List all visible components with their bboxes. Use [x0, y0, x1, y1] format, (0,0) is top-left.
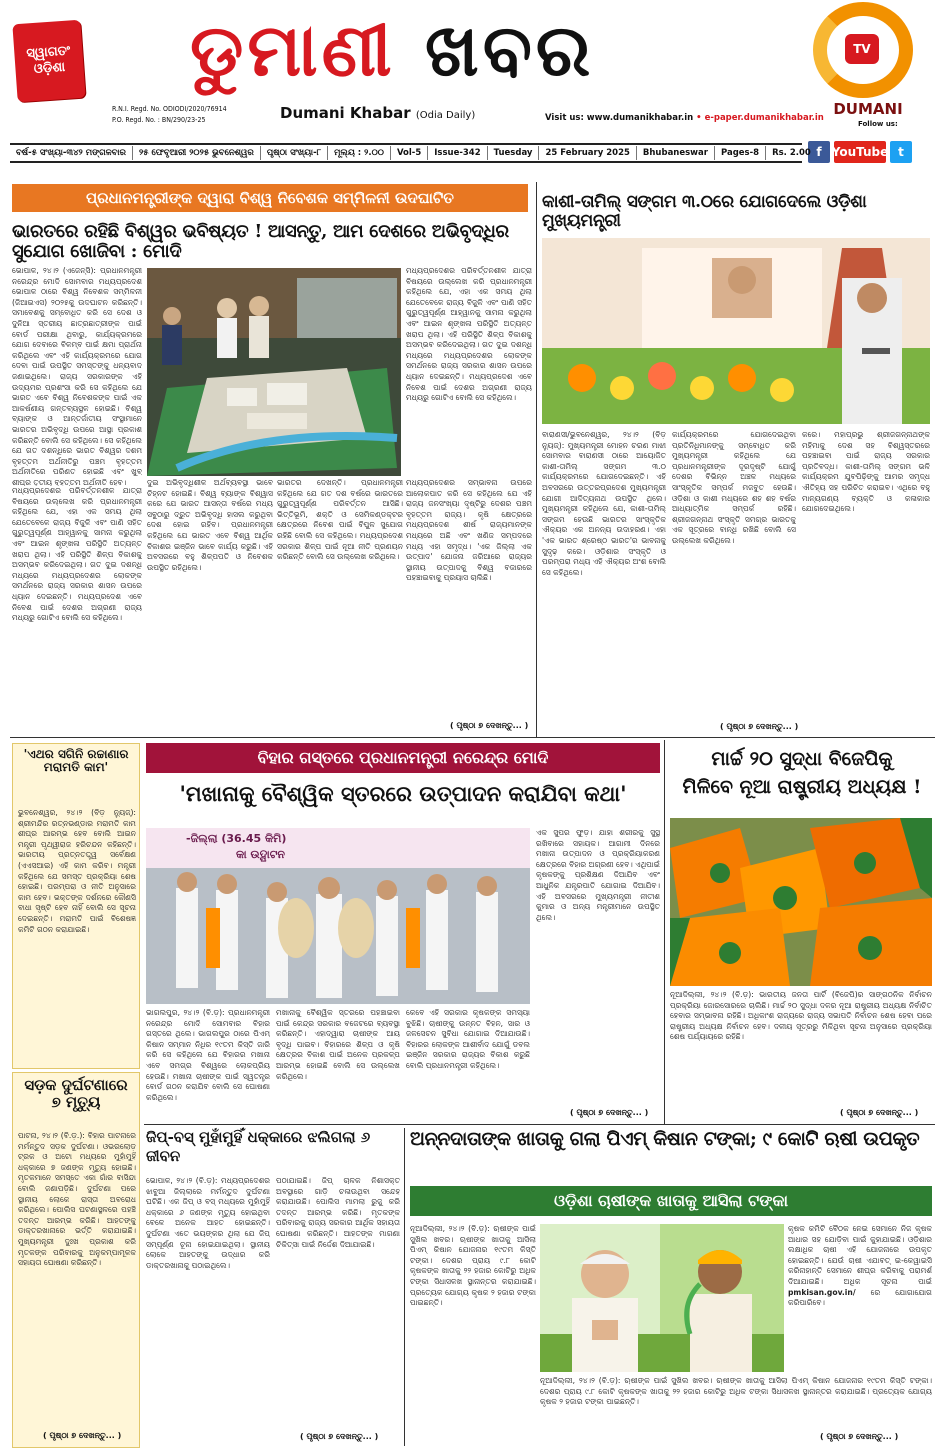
rni-number: R.N.I. Regd. No. ODIODI/2020/76914 — [112, 105, 227, 113]
side1-title[interactable]: 'ଏଥର ସଗିନି ରଚ୍ଚାଣାର ମରାମତି କାମ' — [23, 747, 129, 775]
story6-col2 — [788, 1224, 932, 1374]
story1-headline[interactable]: ଭାରତରେ ରହିଛି ବିଶ୍ୱର ଭବିଷ୍ୟତ ! ଆସନ୍ତୁ, ଆମ ଦେଶରେ ଅଭିବୃଦ୍ଧିର ସୁଯୋଗ ଖୋଜିବା : ମୋଦି — [12, 221, 509, 262]
side2-body: ପାଟନା, ୨୪।୨ (ବି.ଡ଼.): ବିହାର ପାଟନାରେ ମର୍ମନ୍ତୁଦ ସଡ଼କ ଦୁର୍ଘଟଣା। ଓଭରଲୋଡ଼ ଟ୍ରକ ଓ ଅଟୋ ମଧ୍ୟରେ ମୁହାଁମୁହିଁ ଧକ୍କାରେ ୭ ଜଣଙ୍କ ମୃତ୍ୟୁ ହୋଇଛି। ମୃତକମାନେ ସମସ୍ତେ ଏକା ଗାଁର ବାସିନ୍ଦା ବୋଲି ଜଣାପଡ଼ିଛି। ଦୁର୍ଘଟଣା ପରେ ସ୍ଥାନୀୟ ଲୋକେ ରାସ୍ତା ଅବରୋଧ କରିଥିଲେ। ପୋଲିସ ଘଟଣାସ୍ଥଳରେ ପହଞ୍ଚି ତଦନ୍ତ ଆରମ୍ଭ କରିଛି। ଆହତଙ୍କୁ ଡାକ୍ତରଖାନାରେ ଭର୍ତ୍ତି କରାଯାଇଛି। ମୁଖ୍ୟମନ୍ତ୍ରୀ ଦୁଃଖ ପ୍ରକାଶ କରି ମୃତକଙ୍କ ପରିବାରକୁ ଅନୁକମ୍ପାମୂଳକ ସହାୟତା ଘୋଷଣା କରିଛନ୍ତି। — [18, 1131, 136, 1268]
newspaper-title — [190, 4, 594, 96]
newspaper-subtitle — [280, 104, 475, 122]
website-link[interactable]: Visit us: www.dumanikhabar.in — [545, 113, 694, 123]
side2-title[interactable]: ସଡ଼କ ଦୁର୍ଘଟଣାରେ ୭ ମୃତ୍ୟୁ — [24, 1076, 128, 1111]
facebook-icon[interactable]: f — [808, 141, 830, 163]
story6-headline[interactable]: ଅନ୍ନଦାତାଙ୍କ ଖାତାକୁ ଗଲା ପିଏମ୍ କିଷାନ ଟଙ୍କା; ୯ କୋଟି ଋଷୀ ଉପକୃତ — [410, 1128, 920, 1150]
story3-col4: ଏକ ସୁପର ଫୁଡ଼। ଯାହା ଶରୀରକୁ ସୁସ୍ଥ ରଖିବାରେ ସହାୟକ। ଆଗାମୀ ଦିନରେ ମଖାନା ଉତ୍ପାଦନ ଓ ପ୍ରକ୍ରିୟାକରଣ କ୍ଷେତ୍ରରେ ବିହାର ଅଗ୍ରଣୀ ହେବ। ଏଥିପାଇଁ କୃଷକଙ୍କୁ ପ୍ରଶିକ୍ଷଣ ଦିଆଯିବ ଏବଂ ଆଧୁନିକ ଯନ୍ତ୍ରପାତି ଯୋଗାଇ ଦିଆଯିବ। ଏହି ଅବସରରେ ମୁଖ୍ୟମନ୍ତ୍ରୀ ନୀତୀଶ କୁମାର ଓ ଅନ୍ୟ ମନ୍ତ୍ରୀମାନେ ଉପସ୍ଥିତ ଥିଲେ। — [536, 828, 660, 922]
dateline-item: Rs. 2.00 — [772, 148, 811, 158]
story1-col1: ଭୋପାଳ, ୨୪।୨ (ଏଜେନ୍ସି): ପ୍ରଧାନମନ୍ତ୍ରୀ ନରେନ୍ଦ୍ର ମୋଦି ସୋମବାର ମଧ୍ୟପ୍ରଦେଶ ଭୋପାଳ ଠାରେ ବିଶ୍ୱ ନିବେଶକ ସମ୍ମିଳନୀ (ଜିଆଇଏସ) ୨୦୨୫କୁ ଉଦଘାଟନ କରିଛନ୍ତି। ସମାବେଶକୁ ସମ୍ବୋଧିତ କରି ସେ ଦେଶ ଓ ଦୁନିଆ ସ୍ତରୀୟ ଛାତ୍ରଛାତ୍ରୀଙ୍କ ପାଇଁ ବୋର୍ଡ ପରୀକ୍ଷା ଥିବାରୁ, କାର୍ଯ୍ୟକ୍ରମରେ ଯୋଗ ଦେବାରେ ବିଳମ୍ବ ପାଇଁ କ୍ଷମା ପ୍ରାର୍ଥନା କରିଥିଲେ ଏବଂ ଏହି କାର୍ଯ୍ୟକ୍ରମରେ ଯୋଗ ଦେବା ପାଇଁ ଉପସ୍ଥିତ ସମସ୍ତଙ୍କୁ ଧନ୍ୟବାଦ ଜଣାଇଥିଲେ। ରାଜ୍ୟ ସରକାରଙ୍କ ଏହି ଉଦ୍ୟମର ପ୍ରଶଂସା କରି ସେ କହିଥିଲେ ଯେ ଭାରତ ଏବେ ବିଶ୍ୱ ନିବେଶକଙ୍କ ପାଇଁ ଏକ ଆକର୍ଷଣୀୟ ଗନ୍ତବ୍ୟସ୍ଥଳ ହୋଇଛି। ବିଶ୍ୱ ବ୍ୟାଙ୍କ ଓ ଆନ୍ତର୍ଜାତୀୟ ସଂସ୍ଥାମାନେ ଭାରତର ଅଭିବୃଦ୍ଧି ଉପରେ ଆସ୍ଥା ପ୍ରକାଶ କରିଛନ୍ତି ବୋଲି ସେ କହିଥିଲେ। ସେ କହିଥିଲେ ଯେ ଗତ ଦଶନ୍ଧିରେ ଭାରତ ବିଶ୍ୱର ଦଶମ ବୃହତ୍ତମ ଅର୍ଥନୀତିରୁ ପଞ୍ଚମ ବୃହତ୍ତମ ଅର୍ଥନୀତିରେ ପରିଣତ ହୋଇଛି ଏବଂ ଖୁବ୍ ଶୀଘ୍ର ତୃତୀୟ ବୃହତ୍ତମ ଅର୍ଥନୀତି ହେବ। — [12, 266, 142, 486]
story6-col2-text: କୃଷକ କମିଟି ବୈଠକ ନେଇ ସେମାନେ ନିଜ କୃଷକ ଆଧାର ସହ ଯୋଡ଼ିବା ପାଇଁ କୁହାଯାଇଛି। ଓଡ଼ିଶାର ଲକ୍ଷାଧିକ ଚାଷୀ ଏହି ଯୋଜନାରେ ଉପକୃତ ହୋଇଛନ୍ତି। ଯେଉଁ ଚାଷୀ ଏଯାବତ୍ ଇ-କେୱାଇସି କରିନାହାନ୍ତି ସେମାନେ ଶୀଘ୍ର କରିବାକୁ ପରାମର୍ଶ ଦିଆଯାଇଛି। ଅଧିକ ସୂଚନା ପାଇଁ — [788, 1224, 932, 1286]
epaper-link[interactable]: e-paper.dumanikhabar.in — [704, 113, 824, 123]
story1-continued[interactable]: ( ପୃଷ୍ଠା ୭ ଦେଖନ୍ତୁ... ) — [450, 721, 529, 730]
logo-name: DUMANI — [833, 100, 903, 118]
story2-col1: ବାରାଣସୀ/ଭୁବନେଶ୍ୱର, ୨୪।୨ (ବିଡ଼ ନ୍ୟୁଜ୍): ମୁଖ୍ୟମନ୍ତ୍ରୀ ମୋହନ ଚରଣ ମାଝୀ ସୋମବାର ବାରାଣସୀ ଠାରେ ଆୟୋଜିତ କାଶୀ-ତାମିଲ୍ ସଙ୍ଗମ ୩.୦ କାର୍ଯ୍ୟକ୍ରମରେ ଯୋଗଦେଇଛନ୍ତି। ଏହି ଅବସରରେ ଉତ୍ତରପ୍ରଦେଶ ମୁଖ୍ୟମନ୍ତ୍ରୀ ଯୋଗୀ ଆଦିତ୍ୟନାଥ ଉପସ୍ଥିତ ଥିଲେ। ମୁଖ୍ୟମନ୍ତ୍ରୀ କହିଥିଲେ ଯେ, କାଶୀ-ତାମିଲ୍ ସଙ୍ଗମ ହେଉଛି ଭାରତର ସାଂସ୍କୃତିକ ଐକ୍ୟର ଏକ ଅନନ୍ୟ ଉଦାହରଣ। ଏହା 'ଏକ ଭାରତ ଶ୍ରେଷ୍ଠ ଭାରତ'ର ଭାବନାକୁ ସୁଦୃଢ଼ କରେ। ଓଡ଼ିଶାର ସଂସ୍କୃତି ଓ ପରମ୍ପରା ମଧ୍ୟ ଏହି ଐକ୍ୟର ଅଂଶ ବୋଲି ସେ କହିଥିଲେ। — [542, 430, 666, 577]
sidebar-box-1 — [12, 743, 140, 1069]
section-rule — [144, 1124, 935, 1125]
dateline-item: 25 February 2025 — [539, 146, 636, 160]
story1-col2: ମଧ୍ୟପ୍ରଦେଶର ପରିବର୍ତ୍ତନଶୀଳ ଯାତ୍ରା ବିଷୟରେ ଉଲ୍ଲେଖ କରି ପ୍ରଧାନମନ୍ତ୍ରୀ କହିଥିଲେ ଯେ, ଏହା ଏକ ସମୟ ଥିଲା ଯେତେବେଳେ ରାଜ୍ୟ ବିଜୁଳି ଏବଂ ପାଣି ସହିତ ଗୁରୁତ୍ୱପୂର୍ଣ୍ଣ ଆହ୍ୱାନକୁ ସାମନା କରୁଥିଲା ଏବଂ ଆଇନ ଶୃଙ୍ଖଳା ପରିସ୍ଥିତି ଅତ୍ୟନ୍ତ ଖରାପ ଥିଲା। ଏହି ପରିସ୍ଥିତି ଶିଳ୍ପ ବିକାଶକୁ ଅସମ୍ଭବ କରିଦେଇଥିଲା। ଗତ ଦୁଇ ଦଶନ୍ଧି ମଧ୍ୟରେ ମଧ୍ୟପ୍ରଦେଶର ଲୋକଙ୍କ ସମର୍ଥନରେ ରାଜ୍ୟ ସରକାର ଶାସନ ଉପରେ ଧ୍ୟାନ ଦେଇଛନ୍ତି। ମଧ୍ୟପ୍ରଦେଶ ଏବେ ନିବେଶ ପାଇଁ ଦେଶର ଅଗ୍ରଣୀ ରାଜ୍ୟ ମଧ୍ୟରୁ ଗୋଟିଏ ବୋଲି ସେ କହିଥିଲେ। — [406, 266, 532, 403]
welcome-line-1: ସ୍ୱାଗତଂ — [25, 43, 71, 62]
story1-kicker: ପ୍ରଧାନମନ୍ତ୍ରୀଙ୍କ ଦ୍ୱାରା ବିଶ୍ୱ ନିବେଶକ ସମ୍ମିଳନୀ ଉଦଘାଟିତ — [12, 184, 528, 212]
youtube-icon[interactable]: YouTube — [834, 141, 886, 163]
story4-body: ନୂଆଦିଲ୍ଲୀ, ୨୪।୨ (ବି.ଡ଼): ଭାରତୀୟ ଜନତା ପାର୍ଟି (ବିଜେପି)ର ସାଙ୍ଗଠନିକ ନିର୍ବାଚନ ପ୍ରକ୍ରିୟା ଜୋରସୋରରେ ଚାଲିଛି। ମାର୍ଚ୍ଚ ୨୦ ସୁଦ୍ଧା ଦଳର ନୂଆ ରାଷ୍ଟ୍ରୀୟ ଅଧ୍ୟକ୍ଷ ନିର୍ବାଚିତ ହେବାର ସମ୍ଭାବନା ରହିଛି। ଅଧିକାଂଶ ରାଜ୍ୟରେ ରାଜ୍ୟ ସଭାପତି ନିର୍ବାଚନ ଶେଷ ହେବା ପରେ ରାଷ୍ଟ୍ରୀୟ ଅଧ୍ୟକ୍ଷ ନିର୍ବାଚନ ହେବ। ଦଳୀୟ ସୂତ୍ରରୁ ମିଳିଥିବା ସୂଚନା ଅନୁସାରେ ପ୍ରକ୍ରିୟା ଶେଷ ପର୍ଯ୍ୟାୟରେ ରହିଛି। — [670, 990, 932, 1042]
dateline-item: ୨୫ ଫେବୃଆରୀ ୨୦୨୫ ଭୁବନେଶ୍ୱର — [133, 146, 261, 160]
story3-headline[interactable]: 'ମଖାନାକୁ ବୈଶ୍ୱିକ ସ୍ତରରେ ଉତ୍ପାଦନ କରାଯିବା କଥା' — [179, 781, 627, 806]
story6-photo — [540, 1224, 784, 1372]
story5-col2: ପଠାଯାଇଛି। ଜିପ୍ ଚାଳକ ନିଶାସକ୍ତ ଅବସ୍ଥାରେ ଗାଡ଼ି ଚଳାଉଥିବା ସନ୍ଦେହ କରାଯାଉଛି। ପୋଲିସ ମାମଲା ରୁଜୁ କରି ତଦନ୍ତ ଆରମ୍ଭ କରିଛି। ମୃତକଙ୍କ ପରିବାରକୁ ରାଜ୍ୟ ସରକାର ଆର୍ଥିକ ସହାୟତା ଘୋଷଣା କରିଛନ୍ତି। ଆହତଙ୍କ ମାଗଣା ଚିକିତ୍ସା ପାଇଁ ନିର୍ଦ୍ଦେଶ ଦିଆଯାଇଛି। — [276, 1176, 400, 1249]
title-part-1: ଡୁମାଣୀ — [190, 7, 396, 92]
bjp-flags-illustration — [670, 818, 932, 986]
story1-col4: ଭାରତର ଦେଖନ୍ତି। ପ୍ରଧାନମନ୍ତ୍ରୀ କହିଥିଲେ ଯେ ଗତ ଦଶ ବର୍ଷରେ ଭାରତରେ ଗୁରୁତ୍ୱପୂର୍ଣ୍ଣ ପରିବର୍ତ୍ତନ ଆସିଛି। ଭିତ୍ତିଭୂମି, ଶକ୍ତି ଓ ସେମିକଣ୍ଡକ୍ଟର କ୍ଷେତ୍ରରେ ନିବେଶ ପାଇଁ ବିପୁଳ ସୁଯୋଗ ରହିଛି ବୋଲି ସେ କହିଥିଲେ। ମଧ୍ୟପ୍ରଦେଶ ସରକାର ଶିଳ୍ପ ପାଇଁ ନୂଆ ନୀତି ପ୍ରଣୟନ କରିଛନ୍ତି ବୋଲି ସେ ଉଲ୍ଲେଖ କରିଥିଲେ। — [277, 478, 403, 562]
story2-col2: କାର୍ଯ୍ୟକ୍ରମରେ ଯୋଗଦେଇଥିବା ପ୍ରତିନିଧିମାନଙ୍କୁ ସମ୍ବୋଧିତ କରି ମୁଖ୍ୟମନ୍ତ୍ରୀ କହିଥିଲେ ଯେ ପ୍ରଧାନମନ୍ତ୍ରୀଙ୍କ ଦୂରଦୃଷ୍ଟି ଯୋଗୁଁ ଦେଶର ବିଭିନ୍ନ ଅଞ୍ଚଳ ମଧ୍ୟରେ ସାଂସ୍କୃତିକ ସମ୍ପର୍କ ମଜବୁତ ହେଉଛି। ଓଡ଼ିଶା ଓ କାଶୀ ମଧ୍ୟରେ ଶହ ଶହ ବର୍ଷର ଆଧ୍ୟାତ୍ମିକ ସମ୍ପର୍କ ରହିଛି। ଶ୍ରୀଜଗନ୍ନାଥ ସଂସ୍କୃତି ସମଗ୍ର ଭାରତକୁ ଏକ ସୂତ୍ରରେ ବାନ୍ଧି ରଖିଛି ବୋଲି ସେ ଉଲ୍ଲେଖ କରିଥିଲେ। — [672, 430, 796, 545]
follow-label: Follow us: — [858, 120, 898, 128]
story3-continued[interactable]: ( ପୃଷ୍ଠା ୭ ଦେଖନ୍ତୁ... ) — [570, 1108, 649, 1117]
story2-col3: କରେ। ମହାପ୍ରଭୁ ଶ୍ରୀଜଗନ୍ନାଥଙ୍କ ମହିମାକୁ ଦେଶ ସହ ବିଶ୍ୱସ୍ତରରେ ପହଞ୍ଚାଇବା ପାଇଁ ରାଜ୍ୟ ସରକାର ପ୍ରତିବଦ୍ଧ। କାଶୀ-ତାମିଲ୍ ସଙ୍ଗମ ଭଳି କାର୍ଯ୍ୟକ୍ରମ ଯୁବପିଢ଼ିଙ୍କୁ ଆମର ସମୃଦ୍ଧ ଐତିହ୍ୟ ସହ ପରିଚିତ କରାଇବ। ଏଥିରେ ବହୁ ମାନ୍ୟଗଣ୍ୟ ବ୍ୟକ୍ତି ଓ କଳାକାର ଯୋଗଦେଇଥିଲେ। — [802, 430, 930, 514]
story1-photo — [147, 268, 401, 476]
story3-col2: ମଖାନାକୁ ବୈଶ୍ୱିକ ସ୍ତରରେ ପହଞ୍ଚାଇବା ପାଇଁ କେନ୍ଦ୍ର ସରକାର ବଜେଟରେ ବ୍ୟବସ୍ଥା କରିଛନ୍ତି। ଏହାଦ୍ୱାରା ଚାଷୀଙ୍କ ଆୟ ବୃଦ୍ଧି ପାଇବ। ବିହାରରେ ଶିଳ୍ପ ଓ କୃଷି କ୍ଷେତ୍ରର ବିକାଶ ପାଇଁ ଅନେକ ପ୍ରକଳ୍ପ ଆରମ୍ଭ ହୋଇଛି ବୋଲି ସେ ଉଲ୍ଲେଖ କରିଥିଲେ। — [276, 1008, 400, 1081]
social-icons — [808, 141, 912, 163]
story6-col3: ନୂଆଦିଲ୍ଲୀ, ୨୪।୨ (ବି.ଡ଼): ଋଷୀଙ୍କ ପାଇଁ ସୁଖିଲ ଖବର। ଋଷୀଙ୍କ ଖାତାକୁ ଆସିଲା ପିଏମ୍ କିଷାନ ଯୋଜନାର ୧୯ତମ କିସ୍ତି ଟଙ୍କା। ଦେଶର ପ୍ରାୟ ୯.୮ କୋଟି କୃଷକଙ୍କ ଖାତାକୁ ୨୨ ହଜାର କୋଟିରୁ ଅଧିକ ଟଙ୍କା ସିଧାସଳଖ ସ୍ଥାନାନ୍ତର କରାଯାଇଛି। ପ୍ରତ୍ୟେକ ଯୋଗ୍ୟ କୃଷକ ୨ ହଜାର ଟଙ୍କା ପାଇଛନ୍ତି। — [540, 1376, 932, 1407]
story6-continued[interactable]: ( ପୃଷ୍ଠା ୭ ଦେଖନ୍ତୁ... ) — [820, 1432, 899, 1441]
story3-kicker: ବିହାର ଗସ୍ତରେ ପ୍ରଧାନମନ୍ତ୍ରୀ ନରେନ୍ଦ୍ର ମୋଦି — [146, 743, 660, 773]
dateline-item: ବର୍ଷ-୫ ସଂଖ୍ୟା-୩୪୨ ମଙ୍ଗଳବାର — [10, 146, 133, 160]
story5-col1: ଭୋପାଳ, ୨୪।୨ (ବି.ଡ଼): ମଧ୍ୟପ୍ରଦେଶର ଝାବୁଆ ଜିଲ୍ଲାରେ ମର୍ମନ୍ତୁଦ ଦୁର୍ଘଟଣା ଘଟିଛି। ଏକ ଜିପ୍ ଓ ବସ୍ ମଧ୍ୟରେ ମୁହାଁମୁହିଁ ଧକ୍କାରେ ୬ ଜଣଙ୍କ ମୃତ୍ୟୁ ହୋଇଥିବା ବେଳେ ଅନେକ ଆହତ ହୋଇଛନ୍ତି। ଦୁର୍ଘଟଣା ଏତେ ଭୟଙ୍କର ଥିଲା ଯେ ଜିପ୍ ସମ୍ପୂର୍ଣ୍ଣ ଚୂନା ହୋଇଯାଇଥିଲା। ସ୍ଥାନୀୟ ଲୋକେ ଆହତଙ୍କୁ ଉଦ୍ଧାର କରି ଡାକ୍ତରଖାନାକୁ ପଠାଇଥିଲେ। — [146, 1176, 270, 1270]
story4-headline[interactable] — [670, 746, 934, 801]
story4-continued[interactable]: ( ପୃଷ୍ଠା ୭ ଦେଖନ୍ତୁ... ) — [840, 1108, 919, 1117]
sidebar-box-2 — [12, 1072, 140, 1448]
story1-col1b: ମଧ୍ୟପ୍ରଦେଶର ପରିବର୍ତ୍ତନଶୀଳ ଯାତ୍ରା ବିଷୟରେ ଉଲ୍ଲେଖ କରି ପ୍ରଧାନମନ୍ତ୍ରୀ କହିଥିଲେ ଯେ, ଏହା ଏକ ସମୟ ଥିଲା ଯେତେବେଳେ ରାଜ୍ୟ ବିଜୁଳି ଏବଂ ପାଣି ସହିତ ଗୁରୁତ୍ୱପୂର୍ଣ୍ଣ ଆହ୍ୱାନକୁ ସାମନା କରୁଥିଲା ଏବଂ ଆଇନ ଶୃଙ୍ଖଳା ପରିସ୍ଥିତି ଅତ୍ୟନ୍ତ ଖରାପ ଥିଲା। ଏହି ପରିସ୍ଥିତି ଶିଳ୍ପ ବିକାଶକୁ ଅସମ୍ଭବ କରିଦେଇଥିଲା। ଗତ ଦୁଇ ଦଶନ୍ଧି ମଧ୍ୟରେ ମଧ୍ୟପ୍ରଦେଶର ଲୋକଙ୍କ ସମର୍ଥନରେ ରାଜ୍ୟ ସରକାର ଶାସନ ଉପରେ ଧ୍ୟାନ ଦେଇଛନ୍ତି। ମଧ୍ୟପ୍ରଦେଶ ଏବେ ନିବେଶ ପାଇଁ ଦେଶର ଅଗ୍ରଣୀ ରାଜ୍ୟ ମଧ୍ୟରୁ ଗୋଟିଏ ବୋଲି ସେ କହିଥିଲେ। — [12, 486, 142, 623]
story6-kicker: ଓଡ଼ିଶା ଚାଷୀଙ୍କ ଖାତାକୁ ଆସିଲା ଟଙ୍କା — [410, 1186, 932, 1216]
twitter-icon[interactable]: t — [890, 141, 912, 163]
logo-tv-mark: TV — [845, 34, 879, 64]
visit-links: Visit us: www.dumanikhabar.in • e-paper.dumanikhabar.in — [545, 113, 824, 123]
bihar-rally-illustration — [146, 828, 530, 1004]
story3-photo — [146, 828, 530, 1004]
dateline-bar — [10, 143, 811, 163]
section-rule — [10, 737, 935, 738]
dateline-item: Pages-8 — [715, 146, 766, 160]
masthead — [0, 0, 945, 140]
story4-photo — [670, 818, 932, 986]
dateline-item: ମୂଲ୍ୟ : ୨.୦୦ — [328, 146, 391, 160]
dateline-item: Tuesday — [488, 146, 540, 160]
title-part-2: ଖବର — [424, 7, 595, 92]
welcome-line-2: ଓଡ଼ିଶା — [33, 59, 66, 78]
story1-col3: ଦୁଇ ଅଭିବୃଦ୍ଧିଶୀଳ ଅର୍ଥବ୍ୟବସ୍ଥା ଭାବେ ଚିହ୍ନଟ ହୋଇଛି। ବିଶ୍ୱ ବ୍ୟାଙ୍କ ବିଶ୍ୱାସ କରେ ଯେ ଭାରତ ଆସନ୍ତା ବର୍ଷରେ ମଧ୍ୟ ସବୁଠାରୁ ଦ୍ରୁତ ଅଭିବୃଦ୍ଧି ହାସଲ କରୁଥିବା ଦେଶ ହୋଇ ରହିବ। ପ୍ରଧାନମନ୍ତ୍ରୀ କହିଥିଲେ ଯେ ଭାରତ ଏବେ ବିଶ୍ୱ ଆର୍ଥିକ ବିକାଶର ଇଞ୍ଜିନ ଭାବେ କାର୍ଯ୍ୟ କରୁଛି। ଏହି ଅବସରରେ ବହୁ ଶିଳ୍ପପତି ଓ ନିବେଶକ ଉପସ୍ଥିତ ରହିଥିଲେ। — [147, 478, 273, 572]
story6-col1: ନୂଆଦିଲ୍ଲୀ, ୨୪।୨ (ବି.ଡ଼): ଋଷୀଙ୍କ ପାଇଁ ସୁଖିଲ ଖବର। ଋଷୀଙ୍କ ଖାତାକୁ ଆସିଲା ପିଏମ୍ କିଷାନ ଯୋଜନାର ୧୯ତମ କିସ୍ତି ଟଙ୍କା। ଦେଶର ପ୍ରାୟ ୯.୮ କୋଟି କୃଷକଙ୍କ ଖାତାକୁ ୨୨ ହଜାର କୋଟିରୁ ଅଧିକ ଟଙ୍କା ସିଧାସଳଖ ସ୍ଥାନାନ୍ତର କରାଯାଇଛି। ପ୍ରତ୍ୟେକ ଯୋଗ୍ୟ କୃଷକ ୨ ହଜାର ଟଙ୍କା ପାଇଛନ୍ତି। — [410, 1224, 536, 1308]
photo-banner-text: -ଜିଲ୍ଲା (36.45 କିମି) — [186, 832, 287, 845]
side1-body: ଭୁବନେଶ୍ୱର, ୨୪।୨ (ବିଡ଼ ନ୍ୟୁଜ୍): ଶ୍ରୀମନ୍ଦିର ରତ୍ନଭଣ୍ଡାର ମରାମତି କାମ ଶୀଘ୍ର ଆରମ୍ଭ ହେବ ବୋଲି ଆଇନ ମନ୍ତ୍ରୀ ପୃଥ୍ୱୀରାଜ ହରିଚନ୍ଦନ କହିଛନ୍ତି। ଭାରତୀୟ ପ୍ରତ୍ନତତ୍ତ୍ୱ ସର୍ବେକ୍ଷଣ (ଏଏସଆଇ) ଏହି କାମ କରିବ। ମନ୍ତ୍ରୀ କହିଥିଲେ ଯେ ସମସ୍ତ ପ୍ରକ୍ରିୟା ଶେଷ ହୋଇଛି। ପରମ୍ପରା ଓ ନୀତି ଅନୁସାରେ କାମ ହେବ। ଭକ୍ତଙ୍କ ଦର୍ଶନରେ କୌଣସି ବାଧା ସୃଷ୍ଟି ହେବ ନାହିଁ ବୋଲି ସେ ସୂଚନା ଦେଇଛନ୍ତି। ମରାମତି ପାଇଁ ବିଶେଷଜ୍ଞ କମିଟି ଗଠନ କରାଯାଇଛି। — [18, 808, 136, 934]
story4-headline-line2: ମିଳିବେ ନୂଆ ରାଷ୍ଟ୍ରୀୟ ଅଧ୍ୟକ୍ଷ ! — [682, 775, 922, 798]
welcome-odisha-badge — [12, 20, 85, 103]
column-rule — [664, 740, 665, 1125]
story6-col2-end: ରେ ଯୋଗାଯୋଗ କରିପାରିବେ। — [788, 1287, 932, 1308]
story2-continued[interactable]: ( ପୃଷ୍ଠା ୭ ଦେଖନ୍ତୁ... ) — [720, 722, 799, 731]
postal-number: P.O. Regd. No. : BN/290/23-25 — [112, 116, 206, 124]
story1-col5: ମଧ୍ୟପ୍ରଦେଶର ସମ୍ଭାବନା ଉପରେ ଆଲୋକପାତ କରି ସେ କହିଥିଲେ ଯେ ଏହି ରାଜ୍ୟ ଜନସଂଖ୍ୟା ଦୃଷ୍ଟିରୁ ଦେଶର ପଞ୍ଚମ ବୃହତ୍ତମ ରାଜ୍ୟ। କୃଷି କ୍ଷେତ୍ରରେ ମଧ୍ୟପ୍ରଦେଶ ଶୀର୍ଷ ରାଜ୍ୟମାନଙ୍କ ମଧ୍ୟରେ ଅଛି ଏବଂ ଖଣିଜ ସମ୍ପଦରେ ମଧ୍ୟ ଏହା ସମୃଦ୍ଧ। 'ଏକ ଜିଲ୍ଲା ଏକ ଉତ୍ପାଦ' ଯୋଜନା ଜରିଆରେ ରାଜ୍ୟର ସ୍ଥାନୀୟ ଉତ୍ପାଦକୁ ବିଶ୍ୱ ବଜାରରେ ପହଞ୍ଚାଇବାକୁ ପ୍ରୟାସ ଚାଲିଛି। — [406, 478, 532, 583]
dumani-tv-logo — [805, 2, 925, 100]
photo-banner-text-2: କା ଉଦ୍ଘାଟନ — [236, 848, 285, 861]
story2-photo — [542, 238, 930, 424]
pmkisan-website[interactable]: pmkisan.gov.in/ — [788, 1287, 856, 1297]
side2-continued[interactable]: ( ପୃଷ୍ଠା ୭ ଦେଖନ୍ତୁ... ) — [43, 1431, 122, 1440]
story4-headline-line1: ମାର୍ଚ୍ଚ ୨୦ ସୁଦ୍ଧା ବିଜେପିକୁ — [711, 748, 893, 770]
story5-headline[interactable]: ଜିପ୍-ବସ୍ ମୁହାଁମୁହିଁ ଧକ୍କାରେ ଝଲିଗଲା ୬ ଜୀବନ — [146, 1128, 371, 1165]
registration-info — [112, 104, 227, 126]
column-rule — [536, 182, 537, 737]
dateline-item: Vol-5 — [391, 146, 428, 160]
summit-model-illustration — [147, 268, 401, 476]
dateline-item: ପୃଷ୍ଠା ସଂଖ୍ୟା-୮ — [261, 146, 328, 160]
pm-kisan-illustration — [540, 1224, 784, 1372]
story5-continued[interactable]: ( ପୃଷ୍ଠା ୭ ଦେଖନ୍ତୁ... ) — [300, 1432, 379, 1441]
subtitle-text: Dumani Khabar — [280, 104, 411, 122]
story3-col3: କେବେ ଏହି ସରକାର କୃଷକଙ୍କ ସମସ୍ୟା ବୁଝିଛି। ଚାଷୀଙ୍କୁ ଉନ୍ନତ ବିହନ, ସାର ଓ ଜଳସେଚନ ସୁବିଧା ଯୋଗାଇ ଦିଆଯାଉଛି। ବିହାରର ଲୋକଙ୍କ ଆଶୀର୍ବାଦ ଯୋଗୁଁ ଡବଲ ଇଞ୍ଜିନ ସରକାର ରାଜ୍ୟର ବିକାଶ କରୁଛି ବୋଲି ପ୍ରଧାନମନ୍ତ୍ରୀ କହିଥିଲେ। — [406, 1008, 530, 1070]
dateline-item: Issue-342 — [428, 146, 487, 160]
column-rule — [404, 1128, 405, 1446]
kashi-tamil-sangam-illustration — [542, 238, 930, 424]
story3-col1: ଭାଗଲପୁର, ୨୪।୨ (ବି.ଡ଼): ପ୍ରଧାନମନ୍ତ୍ରୀ ନରେନ୍ଦ୍ର ମୋଦି ସୋମବାର ବିହାର ଗସ୍ତରେ ଥିଲେ। ଭାଗଲପୁର ଠାରେ ପିଏମ୍ କିଷାନ ସମ୍ମାନ ନିଧିର ୧୯ତମ କିସ୍ତି ଜାରି କରି ସେ କହିଥିଲେ ଯେ ବିହାରର ମଖାନା ଏବେ ସମଗ୍ର ବିଶ୍ୱରେ ଲୋକପ୍ରିୟ ହେଉଛି। ମଖାନା ଚାଷୀଙ୍କ ପାଇଁ ସ୍ୱତନ୍ତ୍ର ବୋର୍ଡ ଗଠନ କରାଯିବ ବୋଲି ସେ ଘୋଷଣା କରିଥିଲେ। — [146, 1008, 270, 1102]
subtitle-note: (Odia Daily) — [415, 110, 476, 121]
dateline-item: Bhubaneswar — [637, 146, 715, 160]
story2-headline[interactable]: କାଶୀ-ତାମିଲ୍ ସଙ୍ଗମ ୩.୦ରେ ଯୋଗଦେଲେ ଓଡ଼ିଶା ମୁଖ୍ୟମନ୍ତ୍ରୀ — [542, 192, 867, 231]
